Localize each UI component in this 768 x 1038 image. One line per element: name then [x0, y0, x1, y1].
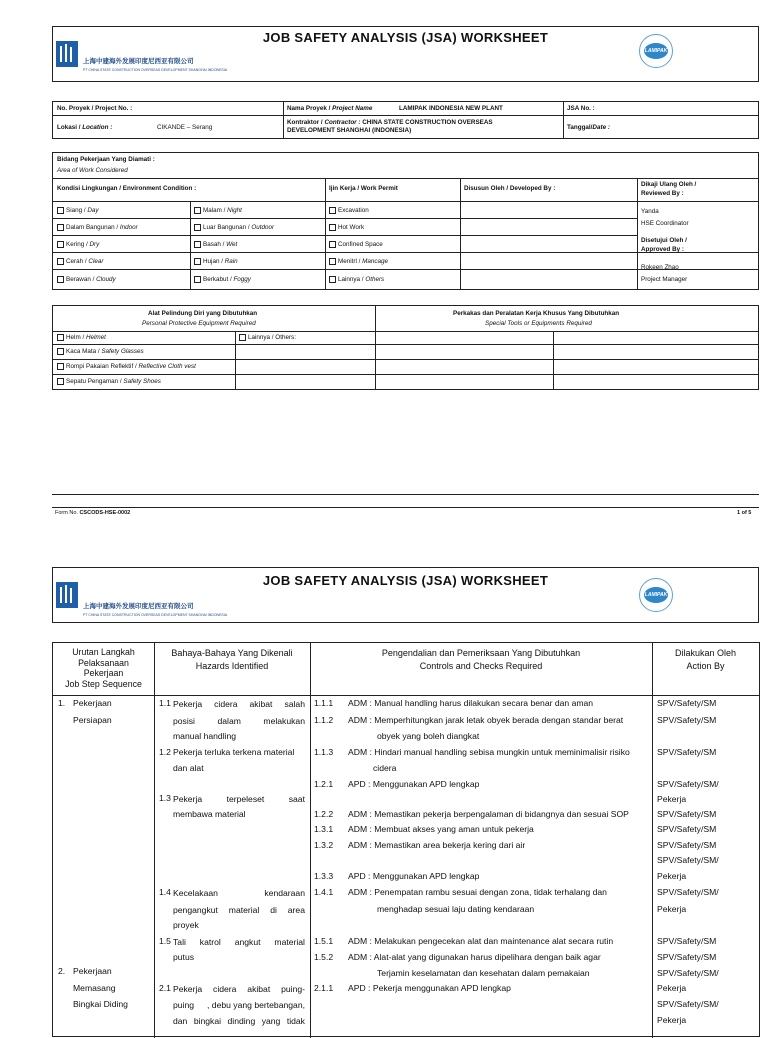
control-text: ADM : Melakukan pengecekan alat dan maintenance alat secara rutin	[348, 936, 614, 946]
env-checkbox[interactable]	[57, 224, 64, 231]
action-by: Pekerja	[657, 794, 687, 804]
action-by: SPV/Safety/SM/	[657, 999, 719, 1009]
control-text: cidera	[373, 763, 397, 773]
ppe-title: Alat Pelindung Diri yang Dibutuhkan	[148, 310, 258, 317]
env-checkbox[interactable]	[194, 258, 201, 265]
approver-name: Rokeen Zhao	[641, 264, 679, 271]
action-by: SPV/Safety/SM	[657, 824, 717, 834]
control-text: APD : Menggunakan APD lengkap	[348, 779, 480, 789]
ppe-option: Helm / Helmet	[66, 334, 106, 341]
project-no-label: No. Proyek / Project No. :	[57, 105, 133, 112]
env-checkbox[interactable]	[194, 224, 201, 231]
location-value: CIKANDE – Serang	[157, 124, 213, 131]
action-by: SPV/Safety/SM/	[657, 855, 719, 865]
action-by: SPV/Safety/SM	[657, 715, 717, 725]
action-by: SPV/Safety/SM/	[657, 779, 719, 789]
approved-by-label: Disetujui Oleh /	[641, 237, 687, 244]
form-number: Form No. CSCODS-HSE-0002	[55, 510, 131, 516]
tools-title: Perkakas dan Peralatan Kerja Khusus Yang Dibutuhkan	[453, 310, 620, 317]
action-by: SPV/Safety/SM	[657, 840, 717, 850]
hazard-text: posisi dalam melakukan	[173, 716, 305, 726]
control-number: 1.5.1	[314, 936, 334, 946]
permit-checkbox[interactable]	[329, 276, 336, 283]
control-number: 1.1.3	[314, 747, 334, 757]
ppe-others-label: Lainnya / Others:	[248, 334, 296, 341]
hazard-number: 2.1	[159, 983, 171, 993]
ppe-others-checkbox[interactable]	[239, 334, 246, 341]
company-name-sub: PT CHINA STATE CONSTRUCTION OVERSEAS DEVELOPMENT SHANGHAI INDONESIA	[83, 613, 228, 617]
ppe-checkbox[interactable]	[57, 348, 64, 355]
permit-checkbox[interactable]	[329, 207, 336, 214]
action-by: Pekerja	[657, 1015, 687, 1025]
control-number: 1.5.2	[314, 952, 334, 962]
env-checkbox[interactable]	[57, 276, 64, 283]
control-text: ADM : Penempatan rambu sesuai dengan zona, tidak terhalang dan	[348, 887, 607, 897]
control-text: ADM : Alat-alat yang digunakan harus dipelihara dengan baik agar	[348, 952, 601, 962]
jsa-table	[52, 642, 760, 1037]
hazard-text: manual handling	[173, 731, 237, 741]
permit-checkbox[interactable]	[329, 224, 336, 231]
ppe-checkbox[interactable]	[57, 378, 64, 385]
permit-checkbox[interactable]	[329, 241, 336, 248]
env-checkbox[interactable]	[194, 276, 201, 283]
action-by: Pekerja	[657, 871, 687, 881]
env-option: Dalam Bangunan / Indoor	[66, 224, 138, 231]
action-by: SPV/Safety/SM	[657, 747, 717, 757]
control-text: ADM : Manual handling harus dilakukan secara benar dan aman	[348, 698, 594, 708]
hazard-text: Pekerja terluka terkena material	[173, 747, 295, 757]
hazard-number: 1.1	[159, 698, 171, 708]
area-label: Bidang Pekerjaan Yang Diamati :	[57, 156, 155, 163]
step-number: 1.	[58, 698, 66, 708]
control-text: ADM : Memastikan area bekerja kering dari air	[348, 840, 526, 850]
control-number: 1.2.1	[314, 779, 334, 789]
hazard-number: 1.4	[159, 887, 171, 897]
control-number: 1.3.2	[314, 840, 334, 850]
env-checkbox[interactable]	[57, 241, 64, 248]
hazard-text: Pekerja cidera akibat salah	[173, 699, 305, 709]
control-number: 1.1.1	[314, 698, 334, 708]
hazard-text: Tali katrol angkut material	[173, 937, 305, 947]
work-permit-label: Ijin Kerja / Work Permit	[329, 185, 398, 192]
control-text: ADM : Memperhitungkan jarak letak obyek berada dengan standar berat	[348, 715, 624, 725]
env-option: Siang / Day	[66, 207, 99, 214]
developed-by-label: Disusun Oleh / Developed By :	[464, 185, 556, 192]
reviewer-role: HSE Coordinator	[641, 220, 689, 227]
reviewed-by-label: Dikaji Ulang Oleh /	[641, 181, 697, 188]
permit-option: Confined Space	[338, 241, 383, 248]
page2-header	[52, 567, 759, 623]
hazard-number: 1.3	[159, 793, 171, 803]
company-name-cn: 上海中建海外发展印度尼西亚有限公司	[83, 603, 194, 610]
action-by: SPV/Safety/SM	[657, 952, 717, 962]
action-by: SPV/Safety/SM/	[657, 887, 719, 897]
col-header-step: Urutan Langkah Pelaksanaan Pekerjaan Job Step Sequence	[65, 647, 142, 690]
footer-rule	[52, 494, 759, 495]
control-text: ADM : Hindari manual handling sebisa mungkin untuk meminimalisir risiko	[348, 747, 630, 757]
action-by: Pekerja	[657, 983, 687, 993]
contractor-value-2: DEVELOPMENT SHANGHAI (INDONESIA)	[287, 127, 412, 134]
control-number: 1.1.2	[314, 715, 334, 725]
project-info-box	[52, 101, 759, 139]
col-header-action: Dilakukan Oleh Action By	[674, 648, 737, 672]
hazard-text: pengangkut material di area	[173, 905, 305, 915]
action-by: SPV/Safety/SM	[657, 698, 717, 708]
permit-option: Lainnya / Others	[338, 276, 385, 283]
env-checkbox[interactable]	[194, 241, 201, 248]
action-by: SPV/Safety/SM	[657, 809, 717, 819]
reviewer-name: Yanda	[641, 208, 659, 215]
env-option: Luar Bangunan / Outdoor	[203, 224, 275, 231]
hazard-text: putus	[173, 952, 195, 962]
ppe-option: Kaca Mata / Safety Glasses	[66, 348, 144, 355]
control-number: 2.1.1	[314, 983, 334, 993]
step-text: Pekerjaan	[73, 698, 112, 708]
hazard-text: dan bingkai dinding yang tidak	[173, 1016, 305, 1026]
ppe-box	[52, 305, 759, 390]
ppe-checkbox[interactable]	[57, 363, 64, 370]
col-header-controls: Pengendalian dan Pemeriksaan Yang Dibutuhkan Controls and Checks Required	[381, 648, 581, 672]
control-text: ADM : Memastikan pekerja berpengalaman di bidangnya dan sesuai SOP	[348, 809, 629, 819]
hazard-text: membawa material	[173, 809, 246, 819]
step-text: Memasang	[73, 983, 116, 993]
step-text: Pekerjaan	[73, 966, 112, 976]
reviewed-by-label-2: Reviewed By :	[641, 190, 684, 197]
action-by: SPV/Safety/SM	[657, 936, 717, 946]
jsa-no-label: JSA No. :	[567, 105, 595, 112]
hazard-number: 1.2	[159, 747, 171, 757]
control-text: menghadap sesuai laju dating kendaraan	[377, 904, 535, 914]
env-option: Malam / Night	[203, 207, 242, 214]
client-logo: LAMIPAK	[639, 578, 673, 612]
control-text: ADM : Membuat akses yang aman untuk pekerja	[348, 824, 534, 834]
page1-header	[52, 26, 759, 82]
area-box	[52, 152, 759, 290]
env-option: Kering / Dry	[66, 241, 100, 248]
hazard-text: Pekerja cidera akibat puing-	[173, 984, 305, 994]
hazard-text: dan alat	[173, 763, 204, 773]
project-name-label: Nama Proyek / Project Name	[287, 105, 373, 112]
permit-option: Menitrl / Mancage	[338, 258, 389, 265]
control-number: 1.4.1	[314, 887, 334, 897]
ppe-option: Rompi Pakaian Reflektif / Reflective Cloth vest	[66, 363, 196, 370]
ppe-option: Sepatu Pengaman / Safety Shoes	[66, 378, 161, 385]
area-label-en: Area of Work Considered	[57, 167, 128, 174]
ppe-checkbox[interactable]	[57, 334, 64, 341]
project-name-value: LAMIPAK INDONESIA NEW PLANT	[399, 105, 503, 112]
page-title: JOB SAFETY ANALYSIS (JSA) WORKSHEET	[262, 30, 549, 45]
control-text: Terjamin keselamatan dan kesehatan dalam pemakaian	[377, 968, 590, 978]
step-number: 2.	[58, 966, 66, 976]
env-option: Berawan / Cloudy	[66, 276, 116, 283]
step-text: Persiapan	[73, 715, 112, 725]
approved-by-label-2: Approved By :	[641, 246, 685, 253]
control-number: 1.3.3	[314, 871, 334, 881]
env-option: Berkabut / Foggy	[203, 276, 251, 283]
control-text: APD : Menggunakan APD lengkap	[348, 871, 480, 881]
footer-rule	[52, 507, 759, 508]
tools-title-en: Special Tools or Equipments Required	[485, 320, 592, 327]
location-label: Lokasi / Location :	[57, 124, 113, 131]
env-checkbox[interactable]	[57, 207, 64, 214]
permit-checkbox[interactable]	[329, 258, 336, 265]
approver-role: Project Manager	[641, 276, 688, 283]
permit-option: Hot Work	[338, 224, 365, 231]
hazard-text: Kecelakaan kendaraan	[173, 888, 305, 898]
client-logo: LAMIPAK	[639, 34, 673, 68]
ppe-title-en: Personal Protective Equipment Required	[142, 320, 256, 327]
permit-option: Excavation	[338, 207, 369, 214]
page-title: JOB SAFETY ANALYSIS (JSA) WORKSHEET	[262, 573, 549, 588]
col-header-hazards: Bahaya-Bahaya Yang Dikenali Hazards Identified	[171, 648, 293, 672]
company-name-sub: PT CHINA STATE CONSTRUCTION OVERSEAS DEVELOPMENT SHANGHAI INDONESIA	[83, 68, 228, 72]
hazard-text: Pekerja terpeleset saat	[173, 794, 305, 804]
control-number: 1.2.2	[314, 809, 334, 819]
hazard-text: proyek	[173, 920, 199, 930]
env-option: Basah / Wet	[203, 241, 238, 248]
control-text: APD : Pekerja menggunakan APD lengkap	[348, 983, 511, 993]
contractor-label: Kontraktor / Contractor : CHINA STATE CONSTRUCTION OVERSEAS	[287, 119, 493, 126]
company-name-cn: 上海中建海外发展印度尼西亚有限公司	[83, 58, 194, 65]
date-label: Tanggal/Date :	[567, 124, 610, 131]
page-number: 1 of 5	[737, 510, 752, 516]
control-text: obyek yang boleh diangkat	[377, 731, 480, 741]
env-option: Cerah / Clear	[66, 258, 104, 265]
control-number: 1.3.1	[314, 824, 334, 834]
hazard-number: 1.5	[159, 936, 171, 946]
env-option: Hujan / Rain	[203, 258, 238, 265]
env-checkbox[interactable]	[194, 207, 201, 214]
step-text: Bingkai Diding	[73, 999, 128, 1009]
action-by: SPV/Safety/SM/	[657, 968, 719, 978]
env-checkbox[interactable]	[57, 258, 64, 265]
env-condition-label: Kondisi Lingkungan / Environment Condition :	[57, 185, 197, 192]
hazard-text: puing , debu yang bertebangan,	[173, 1000, 305, 1010]
action-by: Pekerja	[657, 904, 687, 914]
